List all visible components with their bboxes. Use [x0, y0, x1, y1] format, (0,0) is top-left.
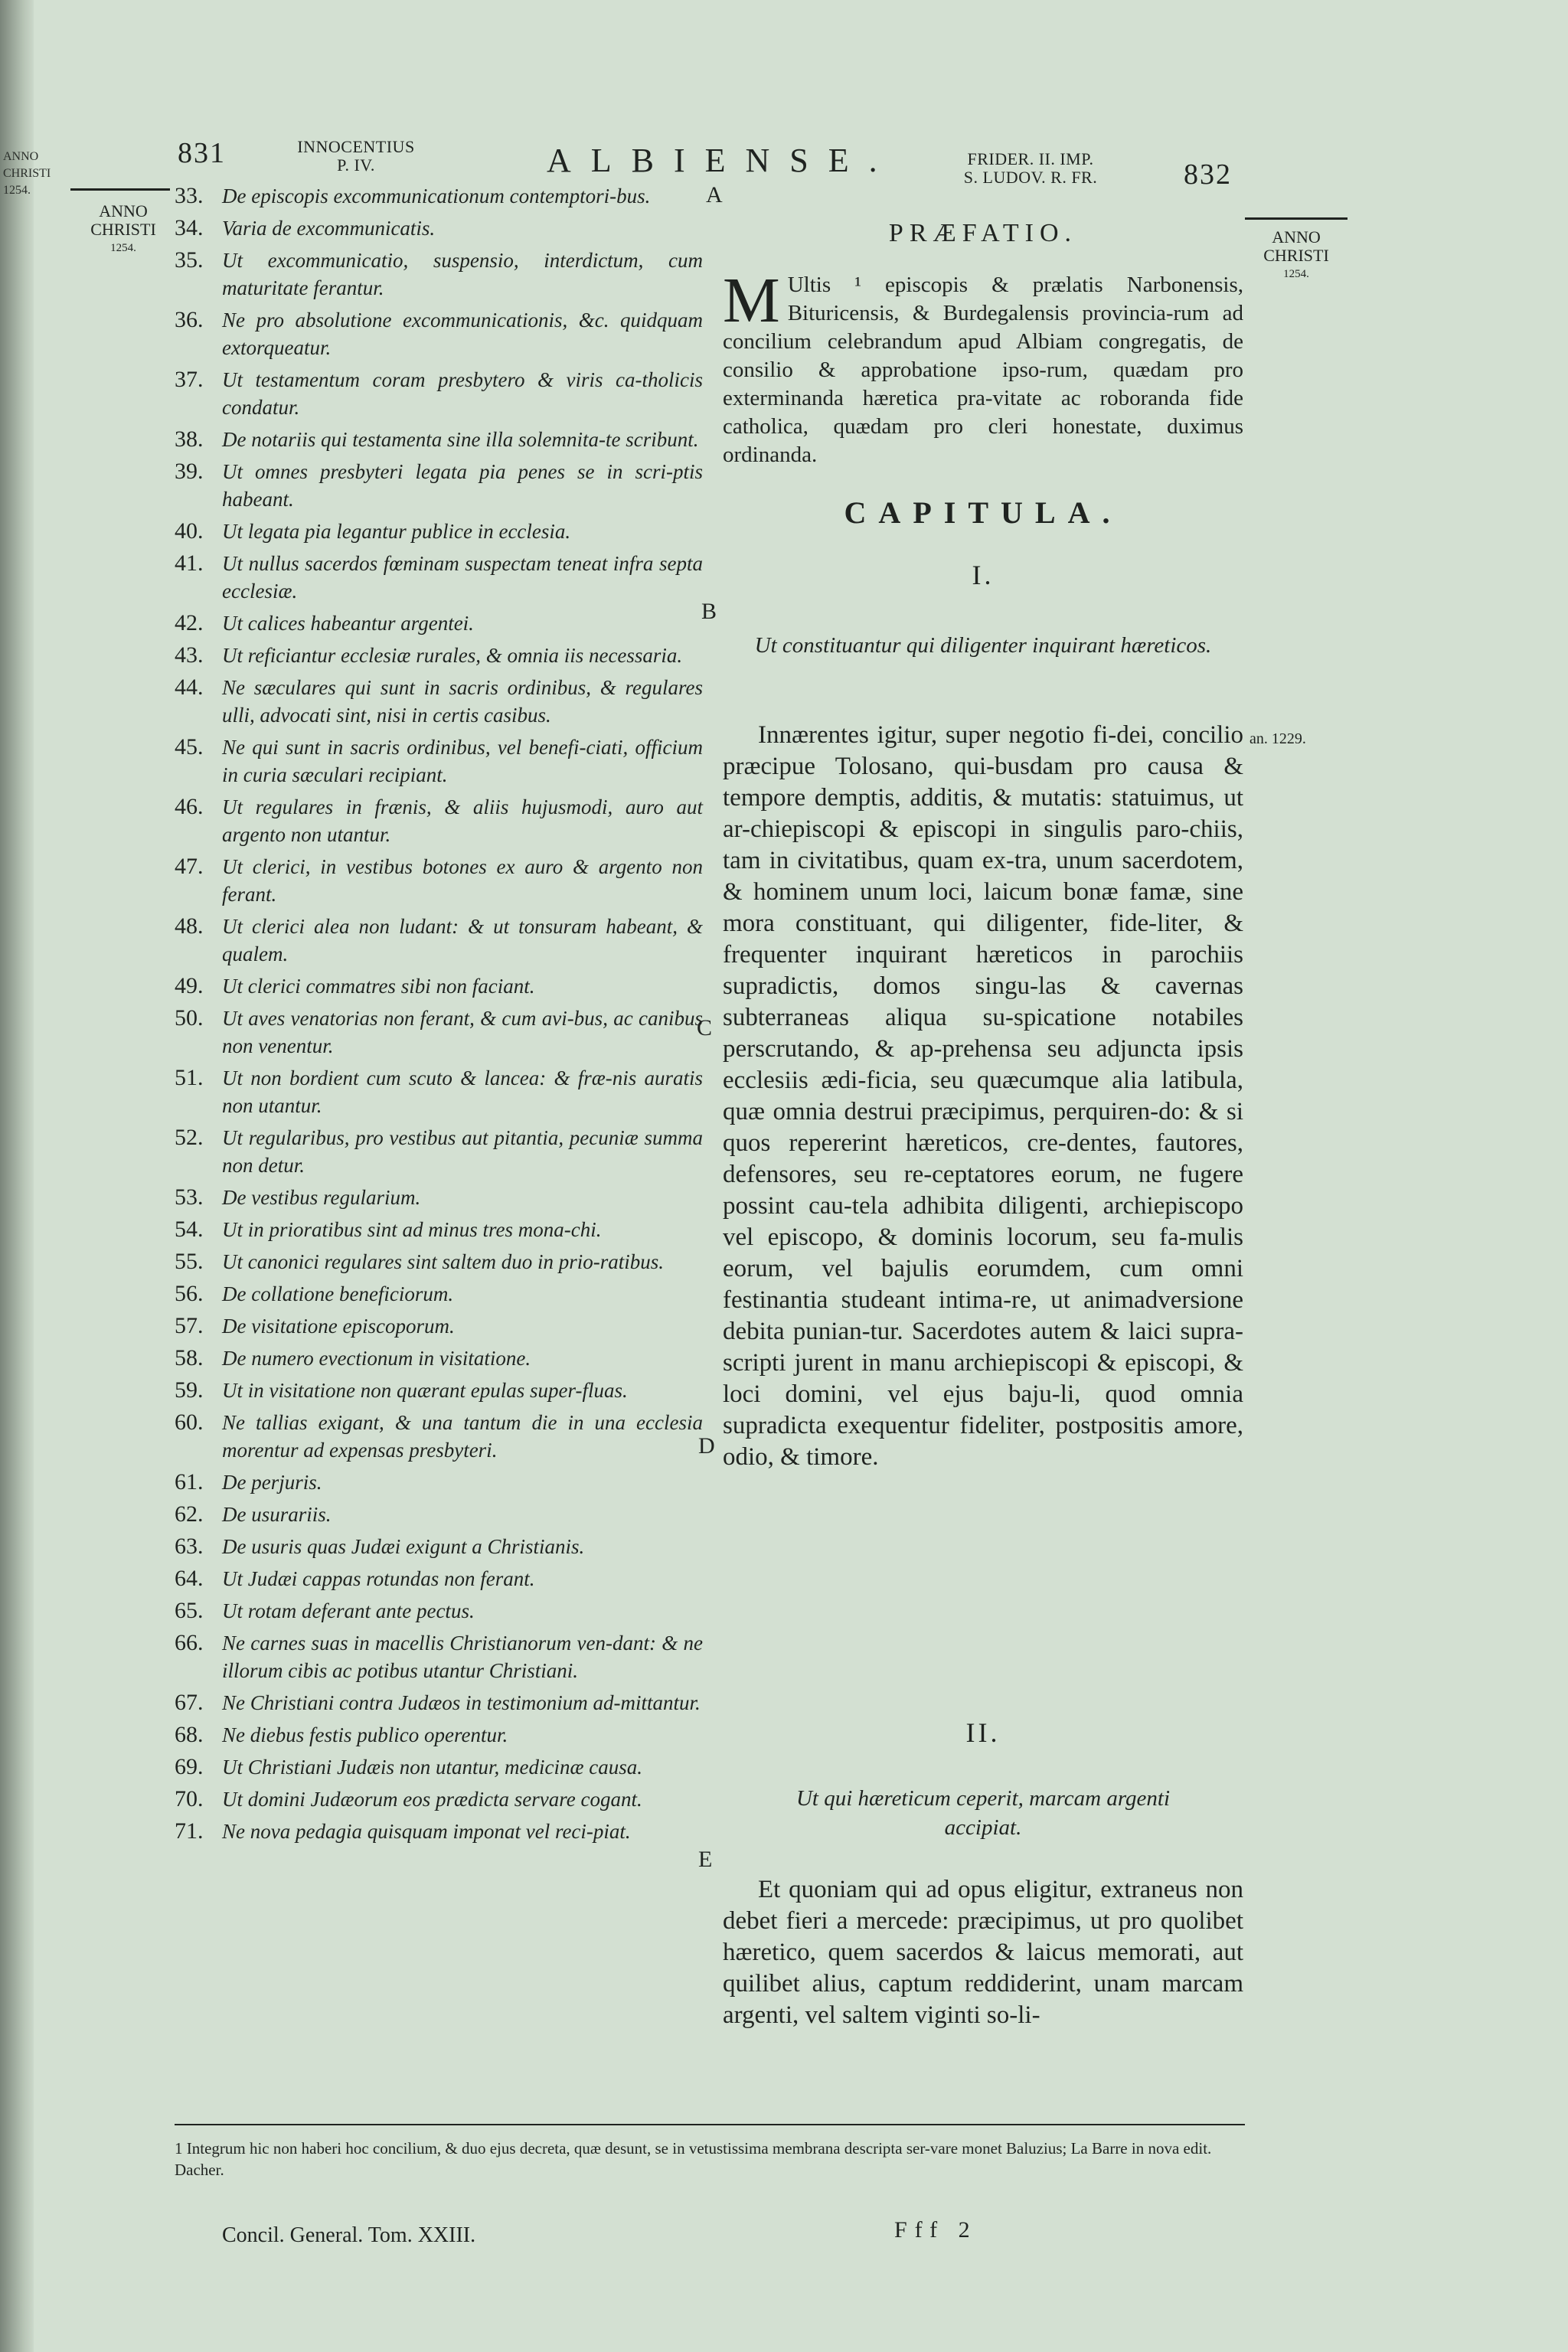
- chapter-list-item: [175, 366, 703, 421]
- anno-christi-right: [1246, 228, 1346, 283]
- chapter-list-number: 58.: [175, 1345, 204, 1370]
- chapter-list-title: Ut Judæi cappas rotundas non ferant.: [222, 1567, 535, 1590]
- footnote-rule: [175, 2124, 1245, 2125]
- chapter-list-number: 34.: [175, 215, 204, 240]
- book-spine: [0, 0, 51, 2352]
- chapter-list-number: 36.: [175, 307, 204, 332]
- praefatio-heading: PRÆFATIO.: [888, 219, 1078, 247]
- chapter-list-number: 60.: [175, 1410, 204, 1435]
- chapter-list-title: Ut rotam deferant ante pectus.: [222, 1599, 475, 1622]
- chapter-list-item: [175, 1124, 703, 1179]
- chapter-list-number: 63.: [175, 1534, 204, 1559]
- left-running-head: [276, 138, 436, 175]
- chapter-1-text: Innærentes igitur, super negotio fi-dei, concilio præcipue Tolosano, qui-busdam pro causa & tempore demptis, additis, & mutatis: statuimus, ut ar-chiepiscopi & episcopi in singulis paro-chiis, tam in civitatibus, quam ex-tra, unum sacerdotem, & hominem unum loci, laicum bonæ famæ, sine mora constituant, qui diligenter, fide-liter, & frequenter inquirant hæreticos in parochiis supradictis, domos singu-las & cavernas subterraneas aliqua su-spicatione notabiles perscrutando, & ap-prehensa seu adjuncta ipsis ecclesiis ædi-ficia, seu quæcumque alia latibula, quæ omnia destrui præcipimus, perquiren-do: & si quos repererint hæreticos, cre-dentes, fautores, defensores, seu re-ceptatores eorum, ne fugere possint cau-tela adhibita diligenti, archiepiscopo vel episcopo, & dominis locorum, seu fa-mulis eorum, vel bajulis eorumdem, cum omni festinantia studeant intima-re, ut animadversione debita punian-tur. Sacerdotes autem & laici supra-scripti jurent in manu archiepiscopi & episcopi, & loci domini, vel ejus baju-li, quod omnia supradicta exequentur fideliter, postpositis amore, odio, & timore.: [723, 721, 1243, 1471]
- chapter-list-item: [175, 1248, 703, 1276]
- chapter-list-item: [175, 1629, 703, 1684]
- chapter-list-number: 65.: [175, 1598, 204, 1623]
- chapter-list-item: [175, 1004, 703, 1060]
- spine-fragment: 1254.: [3, 184, 31, 197]
- chapter-list-number: 50.: [175, 1005, 204, 1031]
- footer-signature: Concil. General. Tom. XXIII.: [222, 2223, 476, 2247]
- chapter-list-title: Ne pro absolutione excommunicationis, &c. quidquam extorqueatur.: [222, 309, 703, 359]
- chapter-list-number: 33.: [175, 183, 204, 208]
- chapter-list-title: Ne qui sunt in sacris ordinibus, vel benefi-ciati, officium in curia sæculari recipiant.: [222, 736, 703, 786]
- chapter-list-item: [175, 642, 703, 669]
- chapter-list-title: Ne Christiani contra Judæos in testimonium ad-mittantur.: [222, 1691, 701, 1714]
- christi-label: CHRISTI: [90, 220, 156, 239]
- chapter-list-title: Ut canonici regulares sint saltem duo in prio-ratibus.: [222, 1250, 664, 1273]
- chapter-list-item: [175, 1721, 703, 1749]
- chapter-list-item: [175, 1344, 703, 1372]
- running-head-king: S. LUDOV. R. FR.: [963, 168, 1098, 187]
- chapter-list-item: [175, 1409, 703, 1464]
- chapter-list-title: De usurariis.: [222, 1503, 332, 1526]
- chapter-list-item: [175, 609, 703, 637]
- chapter-2-title: Ut qui hæreticum ceperit, marcam argenti accipiat.: [795, 1786, 1171, 1840]
- chapter-list: [175, 182, 703, 1850]
- chapter-list-title: Ut in prioratibus sint ad minus tres mona-chi.: [222, 1218, 602, 1241]
- margin-letter-c: C: [697, 1015, 713, 1040]
- chapter-list-title: Ut omnes presbyteri legata pia penes se in scri-ptis habeant.: [222, 460, 703, 511]
- chapter-list-number: 57.: [175, 1313, 204, 1338]
- chapter-list-number: 35.: [175, 247, 204, 273]
- chapter-list-item: [175, 550, 703, 605]
- chapter-list-item: [175, 306, 703, 361]
- footer-gathering-mark: Fff 2: [894, 2217, 978, 2243]
- chapter-list-number: 70.: [175, 1786, 204, 1811]
- running-head-pope: INNOCENTIUS: [297, 137, 415, 156]
- praefatio-text: Ultis ¹ episcopis & prælatis Narbonensis, Bituricensis, & Burdegalensis provincia-rum ad concilium celebrandum apud Albiam congregatis, de consilio & approbatione ipso-rum, quædam pro exterminanda hæretica pra-vitate ac roboranda fide catholica, quædam pro cleri honestate, duximus ordinanda.: [723, 273, 1243, 467]
- chapter-list-title: Ut in visitatione non quærant epulas super-fluas.: [222, 1379, 628, 1402]
- chapter-list-title: Varia de excommunicatis.: [222, 217, 436, 240]
- chapter-list-item: [175, 426, 703, 453]
- chapter-list-item: [175, 458, 703, 513]
- chapter-list-title: De visitatione episcoporum.: [222, 1315, 455, 1338]
- chapter-list-item: [175, 1184, 703, 1211]
- anno-year: 1254.: [1283, 268, 1309, 280]
- chapter-list-item: [175, 182, 703, 210]
- anno-label: ANNO: [1272, 227, 1321, 247]
- chapter-list-title: De perjuris.: [222, 1471, 322, 1494]
- chapter-list-item: [175, 1280, 703, 1308]
- chapter-list-number: 43.: [175, 642, 204, 668]
- chapter-list-number: 59.: [175, 1377, 204, 1403]
- chapter-list-title: Ut reficiantur ecclesiæ rurales, & omnia iis necessaria.: [222, 644, 683, 667]
- chapter-list-title: Ut Christiani Judæis non utantur, medicinæ causa.: [222, 1756, 643, 1779]
- chapter-list-item: [175, 733, 703, 789]
- drop-cap: M: [723, 265, 780, 336]
- chapter-1-title: Ut constituantur qui diligenter inquirant hæreticos.: [754, 633, 1212, 658]
- chapter-list-title: De collatione beneficiorum.: [222, 1282, 454, 1305]
- chapter-list-item: [175, 913, 703, 968]
- chapter-list-item: [175, 793, 703, 848]
- capitula-heading: CAPITULA.: [844, 495, 1122, 530]
- chapter-list-item: [175, 1753, 703, 1781]
- anno-year: 1254.: [110, 242, 136, 254]
- chapter-list-number: 38.: [175, 426, 204, 452]
- chapter-list-item: [175, 1468, 703, 1496]
- chapter-list-title: De usuris quas Judæi exigunt a Christianis.: [222, 1535, 585, 1558]
- christi-label: CHRISTI: [1263, 246, 1329, 265]
- chapter-list-title: Ut clerici, in vestibus botones ex auro & argento non ferant.: [222, 855, 703, 906]
- chapter-list-title: Ut clerici commatres sibi non faciant.: [222, 975, 535, 998]
- chapter-list-item: [175, 972, 703, 1000]
- year-side-note: an. 1229.: [1250, 730, 1306, 747]
- chapter-list-item: [175, 1533, 703, 1560]
- chapter-2-text: Et quoniam qui ad opus eligitur, extraneus non debet fieri a mercede: præcipimus, ut pro quolibet hæretico, quem sacerdos & laicus memorati, aut quilibet alius, captum reddiderint, unam marcam argenti, vel saltem viginti so-li-: [723, 1876, 1243, 2029]
- right-page-number: 832: [1184, 158, 1232, 191]
- chapter-list-number: 46.: [175, 794, 204, 819]
- chapter-list-number: 45.: [175, 734, 204, 760]
- chapter-list-title: Ne sæculares qui sunt in sacris ordinibus, & regulares ulli, advocati sint, nisi in certis casibus.: [222, 676, 703, 727]
- margin-letter-b: B: [701, 599, 717, 624]
- chapter-list-title: Ut testamentum coram presbytero & viris ca-tholicis condatur.: [222, 368, 703, 419]
- chapter-list-title: De vestibus regularium.: [222, 1186, 421, 1209]
- chapter-list-item: [175, 853, 703, 908]
- chapter-list-title: Ut domini Judæorum eos prædicta servare cogant.: [222, 1788, 642, 1811]
- chapter-list-item: [175, 518, 703, 545]
- chapter-list-item: [175, 1216, 703, 1243]
- chapter-list-title: Ne tallias exigant, & una tantum die in una ecclesia morentur ad expensas presbyteri.: [222, 1411, 703, 1462]
- chapter-2-number: II.: [965, 1717, 1001, 1748]
- running-head-pope-number: P. IV.: [337, 155, 375, 175]
- chapter-list-number: 55.: [175, 1249, 204, 1274]
- chapter-list-number: 40.: [175, 518, 204, 544]
- chapter-list-number: 66.: [175, 1630, 204, 1655]
- chapter-list-item: [175, 674, 703, 729]
- chapter-list-number: 41.: [175, 550, 204, 576]
- right-running-head: [939, 150, 1122, 187]
- chapter-list-number: 48.: [175, 913, 204, 939]
- chapter-list-title: De notariis qui testamenta sine illa solemnita-te scribunt.: [222, 428, 699, 451]
- chapter-list-item: [175, 1597, 703, 1625]
- chapter-list-item: [175, 1689, 703, 1717]
- chapter-list-title: Ne carnes suas in macellis Christianorum ven-dant: & ne illorum cibis ac potibus utantur Christiani.: [222, 1632, 703, 1682]
- chapter-list-number: 53.: [175, 1184, 204, 1210]
- margin-letter-d: D: [698, 1433, 715, 1459]
- footnote: 1 Integrum hic non haberi hoc concilium, & duo ejus decreta, quæ desunt, se in vetustissima membrana descripta ser-vare monet Baluzius; La Barre in nova edit. Dacher.: [175, 2139, 1212, 2179]
- left-page-number: 831: [178, 137, 226, 169]
- chapter-list-item: [175, 1312, 703, 1340]
- chapter-list-title: Ut legata pia legantur publice in ecclesia.: [222, 520, 571, 543]
- running-head-emperor: FRIDER. II. IMP.: [967, 149, 1094, 168]
- chapter-list-title: Ut calices habeantur argentei.: [222, 612, 474, 635]
- chapter-list-number: 49.: [175, 973, 204, 998]
- chapter-list-title: Ut non bordient cum scuto & lancea: & fræ-nis auratis non utantur.: [222, 1067, 703, 1117]
- chapter-list-item: [175, 1565, 703, 1592]
- chapter-list-title: Ne diebus festis publico operentur.: [222, 1723, 508, 1746]
- spine-fragment: ANNO: [3, 150, 39, 163]
- praefatio-text-block: [723, 265, 1243, 469]
- chapter-list-number: 44.: [175, 675, 204, 700]
- chapter-list-item: [175, 1818, 703, 1845]
- chapter-list-number: 68.: [175, 1722, 204, 1747]
- chapter-list-item: [175, 247, 703, 302]
- chapter-list-title: Ut regulares in frænis, & aliis hujusmodi, auro aut argento non utantur.: [222, 795, 703, 846]
- spine-fragment: CHRISTI: [3, 167, 51, 180]
- chapter-list-number: 56.: [175, 1281, 204, 1306]
- anno-rule-right: [1245, 217, 1348, 220]
- page-title: ALBIENSE.: [547, 142, 897, 179]
- chapter-list-number: 54.: [175, 1217, 204, 1242]
- chapter-list-number: 62.: [175, 1501, 204, 1527]
- chapter-list-item: [175, 1785, 703, 1813]
- chapter-list-number: 42.: [175, 610, 204, 635]
- chapter-list-title: Ut clerici alea non ludant: & ut tonsuram habeant, & qualem.: [222, 915, 703, 965]
- chapter-list-number: 64.: [175, 1566, 204, 1591]
- chapter-list-number: 71.: [175, 1818, 204, 1844]
- chapter-list-title: De numero evectionum in visitatione.: [222, 1347, 531, 1370]
- chapter-list-title: Ut excommunicatio, suspensio, interdictum, cum maturitate ferantur.: [222, 249, 703, 299]
- chapter-list-title: Ut regularibus, pro vestibus aut pitantia, pecuniæ summa non detur.: [222, 1126, 703, 1177]
- chapter-list-number: 37.: [175, 367, 204, 392]
- chapter-list-number: 61.: [175, 1469, 204, 1494]
- chapter-list-title: Ne nova pedagia quisquam imponat vel reci-piat.: [222, 1820, 631, 1843]
- anno-christi-left: [74, 202, 173, 257]
- chapter-list-number: 67.: [175, 1690, 204, 1715]
- chapter-list-number: 51.: [175, 1065, 204, 1090]
- chapter-list-item: [175, 1064, 703, 1119]
- margin-letter-e: E: [698, 1847, 713, 1872]
- margin-letter-a: A: [706, 182, 723, 207]
- chapter-list-number: 69.: [175, 1754, 204, 1779]
- chapter-list-title: Ut nullus sacerdos fœminam suspectam teneat infra septa ecclesiæ.: [222, 552, 703, 603]
- chapter-1-number: I.: [972, 560, 995, 590]
- anno-label: ANNO: [99, 201, 148, 220]
- chapter-list-item: [175, 1377, 703, 1404]
- chapter-list-title: Ut aves venatorias non ferant, & cum avi-bus, ac canibus non venentur.: [222, 1007, 703, 1057]
- chapter-list-title: De episcopis excommunicationum contemptori-bus.: [222, 185, 651, 207]
- chapter-list-number: 39.: [175, 459, 204, 484]
- chapter-list-item: [175, 214, 703, 242]
- chapter-list-number: 47.: [175, 854, 204, 879]
- chapter-list-number: 52.: [175, 1125, 204, 1150]
- chapter-list-item: [175, 1501, 703, 1528]
- anno-rule-left: [70, 188, 170, 191]
